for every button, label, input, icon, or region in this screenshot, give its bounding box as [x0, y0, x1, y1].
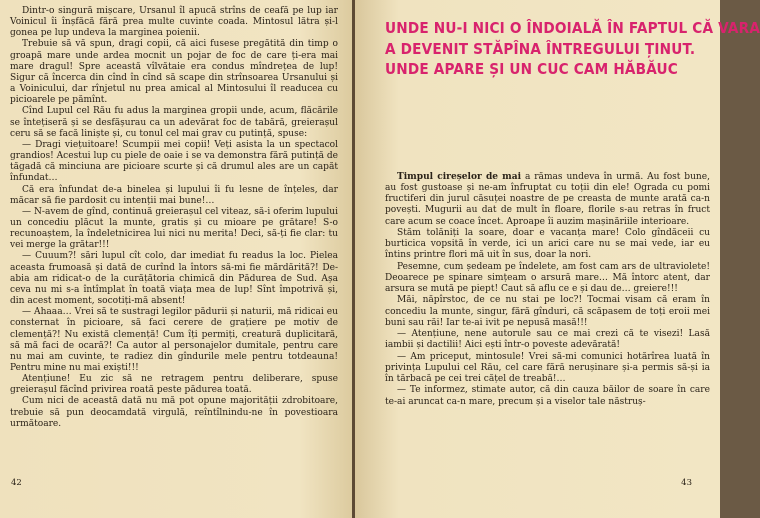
paragraph: Atențiune! Eu zic să ne retragem pentru deliberare, spuse greierașul făcînd privirea roată peste pădurea toată. — [10, 374, 338, 396]
paragraph: Cum nici de această dată nu mă pot opune majorității zdrobitoare, trebuie să pun deocamdată virgulă, reîntîlnindu-ne în povestioara următoare. — [10, 396, 338, 429]
paragraph: — Cuuum?! sări lupul cît colo, dar imediat fu readus la loc. Pielea aceasta frumoasă și dată de curînd la întors să-mi fie mărdărită?! De-abia am ridicat-o de la curățătoria chimică din Pădurea de Sud. Așa ceva nu mi s-a întîmplat în toată viața mea de lup! Sînt împotrivă și, din acest moment, socotiți-mă absent! — [10, 251, 338, 307]
paragraph: Stăm tolăniți la soare, doar e vacanța mare! Colo gîndăceii cu burticica vopsită în verde, ici un arici care nu se mai vede, iar eu întins printre flori mă uit în sus, doar la nori. — [385, 227, 710, 261]
chapter-title-line: A DEVENIT STĂPÎNA ÎNTREGULUI ȚINUT. — [385, 39, 696, 58]
paragraph-text: a rămas undeva în urmă. Au fost bune, au fost gustoase și ne-am înfruptat cu toții din ele! Ograda cu pomi fructiferi din jurul căsuței noastre de pe creasta de munte arată ca-n povești. Mugurii au dat de mult în floare, florile s-au retras în fruct care acum se coace încet. Aproape îi auzim mașinăriile interioare. — [385, 171, 710, 227]
page-number: 42 — [11, 478, 22, 488]
right-page-text — [385, 172, 710, 408]
left-page — [0, 0, 352, 518]
left-page-text — [10, 6, 338, 430]
paragraph: Pesemne, cum ședeam pe îndelete, am fost cam ars de ultraviolete! Deoarece pe spinare simțeam o arsură mare… Mă întorc atent, dar arsura se mută pe piept! Caut să aflu ce e și dau de… greiere!!! — [385, 261, 710, 294]
paragraph: Măi, năpîrstoc, de ce nu stai pe loc?! Tocmai visam că eram în concediu la munte, singur, fără gînduri, că scăpasem de toți eroii mei buni sau răi! Iar te-ai ivit pe nepusă masă!!! — [385, 295, 710, 328]
paragraph: — Ahaaa… Vrei să te sustragi legilor pădurii și naturii, mă ridicai eu consternat în picioare, să faci cerere de grațiere pe motiv de clemență?! Nu există clemență! Cum îți permiți, creatură duplicitară, să mă faci de ocară?! Ca autor al personajelor dumitale, pentru care nu mai am cuvinte, te radiez din gîndurile mele pentru totdeauna! Pentru mine nu mai exiști!!! — [10, 307, 338, 373]
paragraph: — Atențiune, nene autorule sau ce mai crezi că te visezi! Lasă iambii și dactilii! Aici ești într-o poveste adevărată! — [385, 329, 710, 351]
chapter-title-line: UNDE APARE ȘI UN CUC CAM HĂBĂUC — [385, 60, 678, 78]
paragraph: Cînd Lupul cel Rău fu adus la marginea gropii unde, acum, flăcările se întețiseră și se desfășurau ca un adevărat foc de tabără, greierașul ceru să se facă liniște și, cu tonul cel mai grav cu putință, spuse: — [10, 106, 338, 139]
paragraph: — Dragi viețuitoare! Scumpii mei copii! Veți asista la un spectacol grandios! Acestui lup cu piele de oaie i se va demonstra fără putință de tăgadă că minciuna are picioare scurte și că drumul ales are un capăt înfundat… — [10, 139, 339, 184]
paragraph — [385, 172, 710, 228]
chapter-title — [385, 18, 760, 80]
lead-bold-text: Timpul cireșelor de mai — [397, 171, 522, 182]
paragraph: — Am priceput, mintosule! Vrei să-mi comunici hotărîrea luată în privința Lupului cel Rău, cel care fără nerușinare și-a permis să-și ia în tărbacă pe cei trei cățel de treabă!… — [385, 351, 710, 384]
paragraph: Dintr-o singură mișcare, Ursanul îl apucă strîns de ceafă pe lup iar Voinicul îi înșfăcă fără prea multe cuvinte coada. Mintosul lătra și-l gonea pe lup undeva la marginea poienii. — [10, 6, 338, 39]
paragraph: Că era înfundat de-a binelea și lupului îi fu lesne de înțeles, dar măcar să fie pardosit cu intenții mai bune!… — [10, 184, 338, 206]
right-page — [355, 0, 760, 518]
paragraph: — Te informez, stimate autor, că din cauza băilor de soare în care te-ai aruncat ca-n mare, precum și a viselor tale năstruș- — [385, 385, 710, 407]
paragraph: — N-avem de gînd, continuă greierașul cel viteaz, să-i oferim lupului un concediu plăcut la munte, gratis și cu mioare pe grătare! S-o recunoaștem, la îndeletnicirea lui nici nu merita! Deci, să-ți fie clar: tu vei merge la grătar!!! — [10, 206, 338, 251]
paragraph: Trebuie să vă spun, dragi copii, că aici fusese pregătită din timp o groapă mare unde ardea mocnit un pojar de foc de care ți-era mai mare dragul! Spre această vîlvătaie era condus mîndrețea de lup! Sigur că încerca din cînd în cînd să scape din strînsoarea Ursanului și a Voinicului, dar rînjetul nu prea amical al Mintosului îl readucea cu picioarele pe pămînt. — [10, 39, 338, 106]
chapter-title-line: UNDE NU-I NICI O ÎNDOIALĂ ÎN FAPTUL CĂ VARA — [385, 19, 760, 37]
page-number: 43 — [681, 478, 692, 488]
